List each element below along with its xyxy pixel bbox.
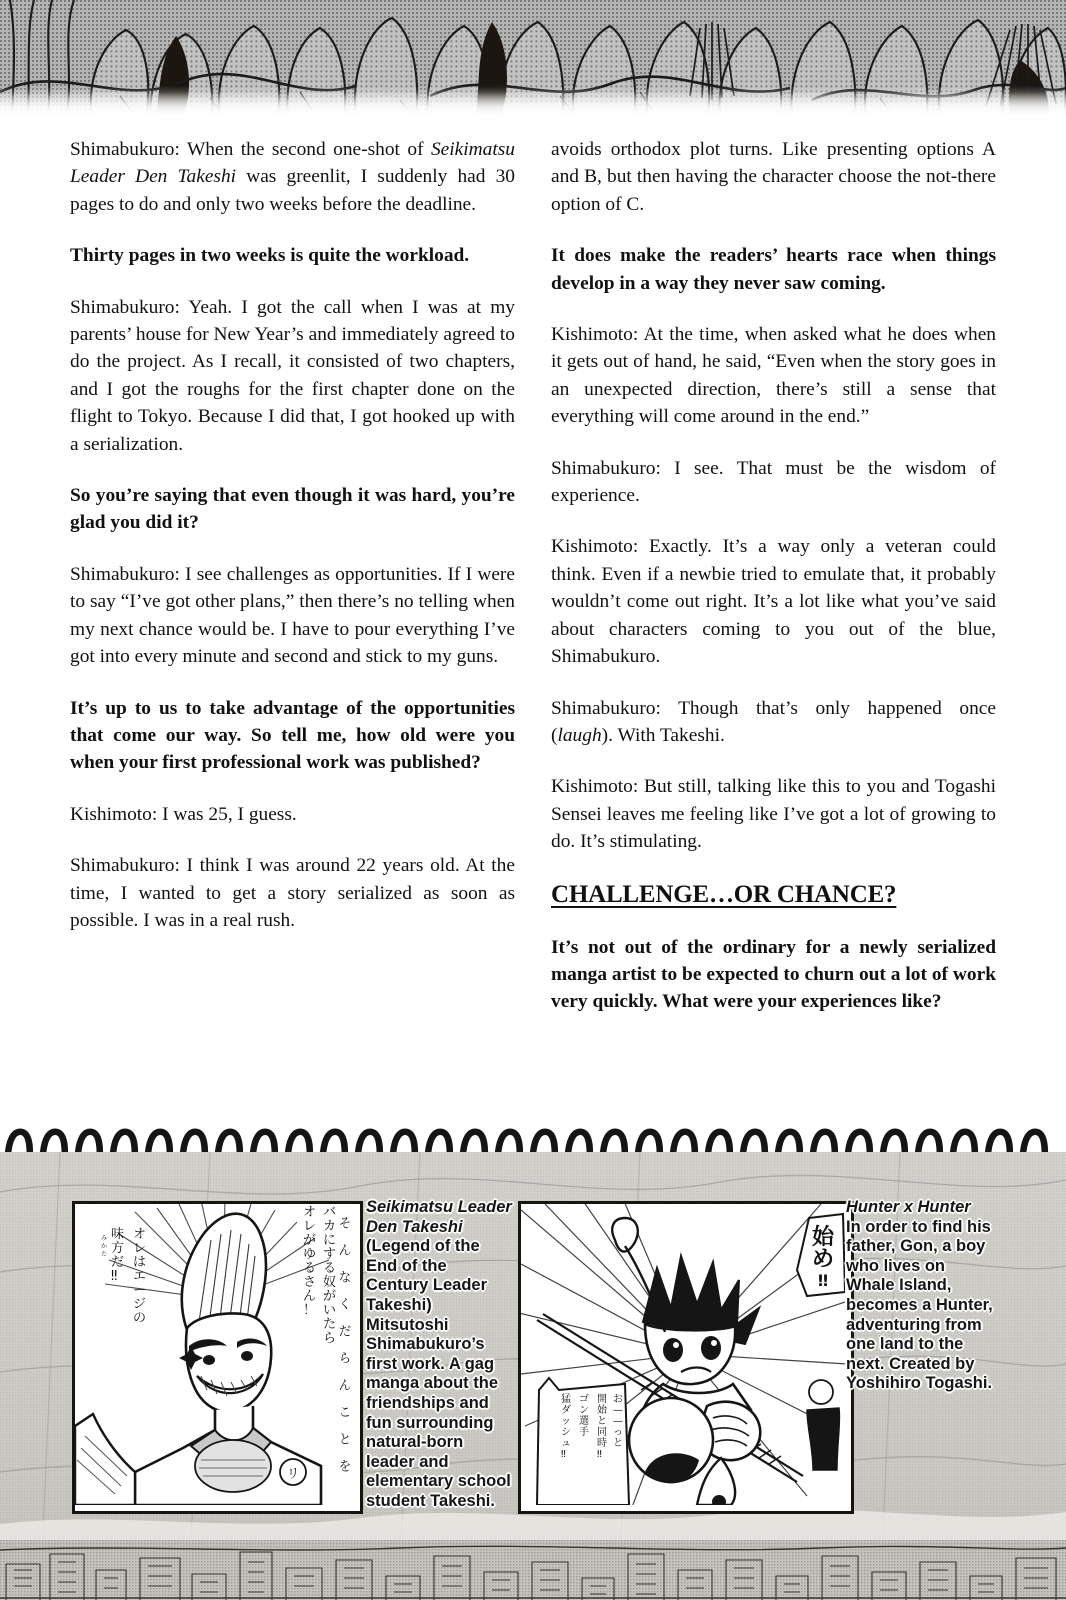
svg-text:オレがゆるさん！: オレがゆるさん！ [303, 1205, 317, 1318]
paragraph-question: Thirty pages in two weeks is quite the workload. [70, 245, 470, 267]
gon-character-artwork [521, 1204, 845, 1505]
manga-panel-takeshi [72, 1201, 363, 1514]
top-decorative-artwork [0, 0, 1066, 118]
svg-text:リ: リ [286, 1467, 300, 1482]
paragraph-answer: Shimabukuro: I think I was around 22 years old. At the time, I wanted to get a story serialized as soon as possible. I was in a real rush. [70, 855, 515, 931]
figures-area [0, 1152, 1066, 1600]
paragraph-answer: Shimabukuro: Though that’s only happened once (laugh). With Takeshi. [551, 697, 996, 746]
takeshi-character-artwork [75, 1204, 354, 1505]
svg-text:始: 始 [811, 1225, 835, 1250]
svg-text:オレはエージの: オレはエージの [133, 1227, 147, 1326]
figure-title-hunter: Hunter x Hunter [846, 1198, 971, 1216]
paragraph-answer: avoids orthodox plot turns. Like presenting options A and B, but then having the character choose the not-there option of C. [551, 139, 996, 215]
figure-title-takeshi: Seikimatsu Leader Den Takeshi [366, 1198, 512, 1236]
narration-box [537, 1378, 629, 1505]
svg-text:みかた: みかた [101, 1235, 108, 1258]
jungle-vegetation-illustration [0, 0, 1066, 118]
paragraph-question: It’s up to us to take advantage of the opportunities that come our way. So tell me, how old were you when your first professional work was published? [70, 697, 515, 774]
left-text-column [70, 136, 515, 1040]
paragraph-answer: Kishimoto: At the time, when asked what he does when it gets out of hand, he said, “Even when the story goes in an unexpected direction, there’s still a sense that everything will come around in the end.” [551, 324, 996, 428]
paragraph-answer: Kishimoto: I was 25, I guess. [70, 803, 297, 825]
svg-text:ゴン選手: ゴン選手 [579, 1394, 589, 1438]
paragraph-question: It’s not out of the ordinary for a newly serialized manga artist to be expected to churn out a lot of work very quickly. What were your experiences like? [551, 936, 996, 1013]
paragraph-answer: Kishimoto: Exactly. It’s a way only a veteran could think. Even if a newbie tried to emulate that, it probably wouldn’t come out right. It’s a lot like what you’ve said about characters coming to you out of the blue, Shimabukuro. [551, 536, 996, 668]
svg-text:め: め [811, 1247, 835, 1272]
cityscape-illustration [0, 1540, 1066, 1600]
manga-panel-hunter-x-hunter [518, 1201, 854, 1514]
svg-text:バカにする奴がいたら: バカにする奴がいたら [323, 1205, 337, 1346]
svg-text:開始と同時‼: 開始と同時‼ [597, 1394, 607, 1460]
work-title-italic: Seikimatsu Leader Den Takeshi [70, 139, 515, 188]
paragraph-answer: Shimabukuro: I see challenges as opportunities. If I were to say “I’ve got other plans,” then there’s no telling when my next chance would be. I have to pour everything I’ve got into every minute and second and stick to my guns. [70, 563, 515, 668]
laugh-italic: laugh [557, 724, 602, 746]
bottom-decorative-artwork [0, 1540, 1066, 1600]
figure-caption-takeshi [366, 1198, 512, 1512]
svg-text:猛ダッシュ‼: 猛ダッシュ‼ [561, 1394, 571, 1460]
paragraph-question: So you’re saying that even though it was hard, you’re glad you did it? [70, 485, 515, 534]
paragraph-answer: Shimabukuro: When the second one-shot of Seikimatsu Leader Den Takeshi was greenlit, I suddenly had 30 pages to do and only two weeks before the deadline. [70, 139, 515, 215]
paragraph-answer: Shimabukuro: Yeah. I got the call when I was at my parents’ house for New Year’s and immediately agreed to do the project. As I recall, it consisted of two chapters, and I got the roughs for the first chapter done on the flight to Tokyo. Because I did that, I got hooked up with a serialization. [70, 296, 515, 455]
figure-body-hunter: In order to find his father, Gon, a boy who lives on Whale Island, becomes a Hunter, adventuring from one land to the next. Created by Yoshihiro Togashi. [846, 1217, 993, 1393]
figure-body-takeshi: (Legend of the End of the Century Leader Takeshi) Mitsutoshi Shimabukuro’s first work. A gag manga about the friendships and fun surrounding natural-born leader and elementary school student Takeshi. [366, 1237, 511, 1510]
svg-text:お——っと: お— —っと [613, 1394, 623, 1449]
paragraph-answer: Kishimoto: But still, talking like this to you and Togashi Sensei leaves me feeling like I’ve got a lot of growing to do. It’s stimulating. [551, 776, 996, 853]
interview-article [70, 136, 996, 1040]
section-heading: CHALLENGE…OR CHANCE? [551, 880, 897, 908]
svg-text:そんなくだらんことを: そんなくだらんことを [335, 1216, 351, 1472]
paragraph-question: It does make the readers’ hearts race when things develop in a way they never saw coming. [551, 245, 996, 294]
paragraph-answer: Shimabukuro: I see. That must be the wisdom of experience. [551, 457, 996, 507]
svg-text:‼: ‼ [817, 1271, 829, 1290]
right-text-column [551, 136, 996, 1040]
figure-caption-hunter [846, 1198, 996, 1394]
svg-text:味方だ‼: 味方だ‼ [111, 1227, 125, 1284]
